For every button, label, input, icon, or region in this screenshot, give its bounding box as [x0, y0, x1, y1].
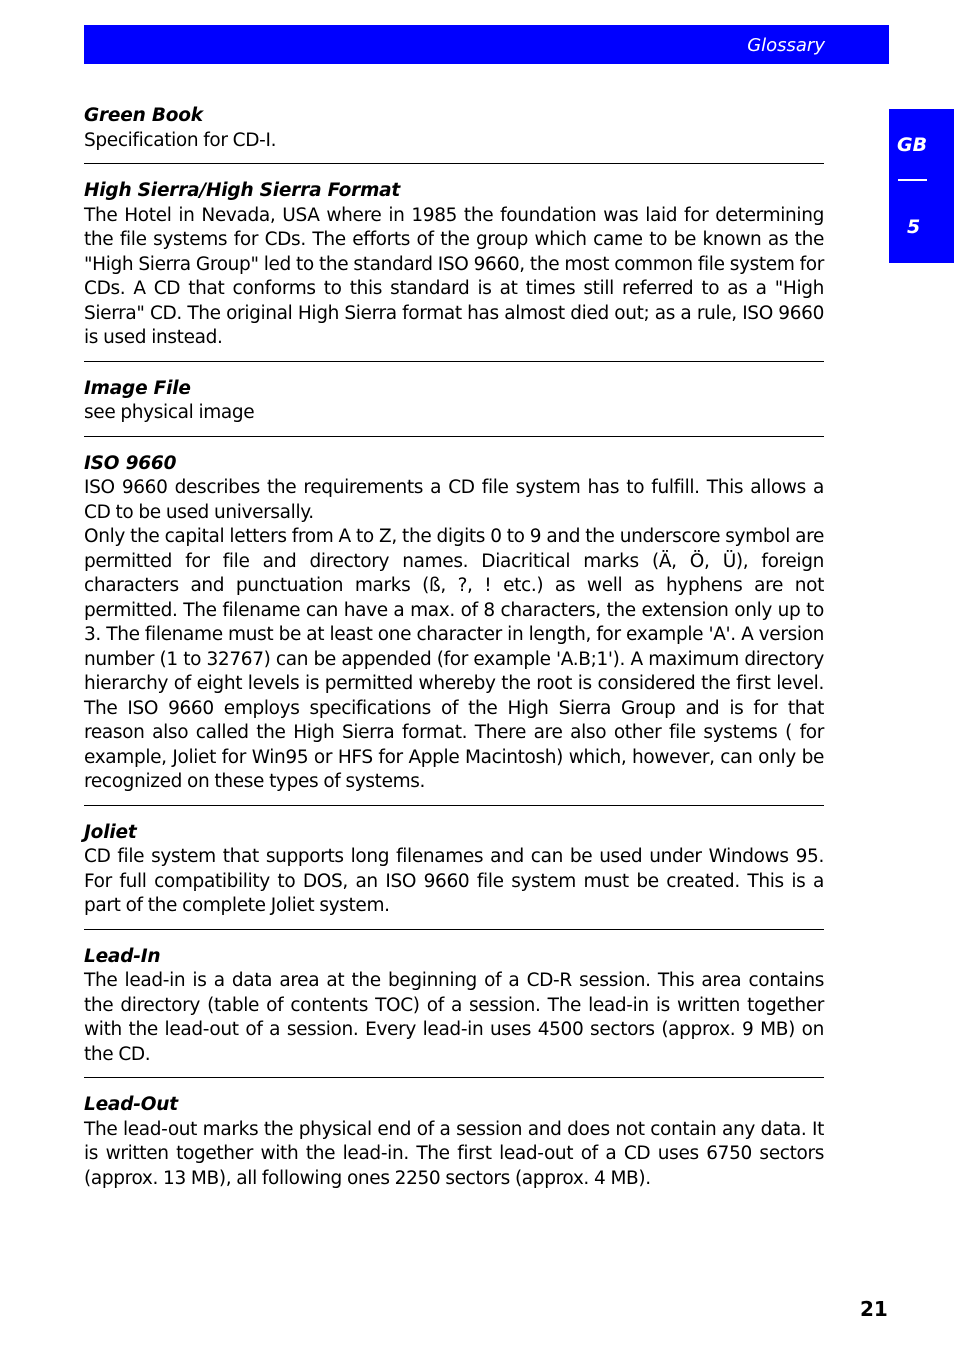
entry-definition: CD file system that supports long filenames and can be used under Windows 95. For full compatibility to DOS, an ISO 9660 file system must be created. This is a part of the complete Joliet system.	[84, 846, 824, 916]
entry-term: High Sierra/High Sierra Format	[84, 180, 401, 201]
entry-term: Lead-In	[84, 945, 161, 967]
entry-definition: Only the capital letters from A to Z, the digits 0 to 9 and the underscore symbol are permitted for file and directory names. Diacritical marks (Ä, Ö, Ü), foreign characters and punctuation marks (ß, ?, ! etc.) as well as hyphens are not permitted. The filename can have a max. of 8 characters, the extension only up to 3. The filename must be at least one character in length, for example 'A'. A version number (1 to 32767) can be appended (for example 'A.B;1'). A maximum directory hierarchy of eight levels is permitted whereby the root is considered the first level. The ISO 9660 employs specifications of the High Sierra Group and is for that reason also called the High Sierra format. There are also other file systems ( for example, Joliet for Win95 or HFS for Apple Macintosh) which, however, can only be recognized on these types of systems.	[84, 526, 824, 792]
entry-term: Image File	[84, 377, 191, 399]
chapter-tab	[889, 109, 954, 263]
glossary-entry-high-sierra	[84, 163, 824, 361]
entry-term: ISO 9660	[84, 452, 177, 474]
header-bar	[84, 25, 889, 64]
glossary-list	[84, 104, 824, 1201]
entry-definition: The Hotel in Nevada, USA where in 1985 the foundation was laid for determining the file systems for CDs. The efforts of the group which came to be known as the "High Sierra Group" led to the standard ISO 9660, the most common file system for CDs. A CD that conforms to this standard is at times still referred to as a "High Sierra" CD. The original High Sierra format has almost died out; as a rule, ISO 9660 is used instead.	[84, 204, 824, 348]
glossary-entry-iso-9660	[84, 436, 824, 805]
entry-definition: The lead-in is a data area at the beginning of a CD-R session. This area contains the directory (table of contents TOC) of a session. The lead-in is written together with the lead-out of a session. Every lead-in uses 4500 sectors (approx. 9 MB) on the CD.	[84, 970, 824, 1065]
entry-definition: see physical image	[84, 402, 255, 423]
entry-term: Lead-Out	[84, 1094, 178, 1115]
section-title: Glossary	[747, 35, 825, 56]
entry-definition: The lead-out marks the physical end of a session and does not contain any data. It is written together with the lead-in. The first lead-out of a CD uses 6750 sectors (approx. 13 MB), all following ones 2250 sectors (approx. 4 MB).	[84, 1118, 824, 1189]
entry-definition: Specification for CD-I.	[84, 129, 277, 151]
tab-divider	[898, 179, 927, 181]
entry-term: Green Book	[84, 105, 203, 126]
page-number: 21	[860, 1297, 888, 1321]
entry-definition: ISO 9660 describes the requirements a CD file system has to fulfill. This allows a CD to be used universally.	[84, 477, 824, 523]
glossary-entry-image-file	[84, 361, 824, 436]
entry-term: Joliet	[84, 821, 137, 843]
glossary-entry-joliet	[84, 805, 824, 929]
glossary-entry-lead-out	[84, 1077, 824, 1201]
chapter-number: 5	[907, 216, 921, 238]
language-code: GB	[897, 134, 928, 156]
glossary-entry-lead-in	[84, 929, 824, 1078]
glossary-entry-green-book	[84, 104, 824, 163]
